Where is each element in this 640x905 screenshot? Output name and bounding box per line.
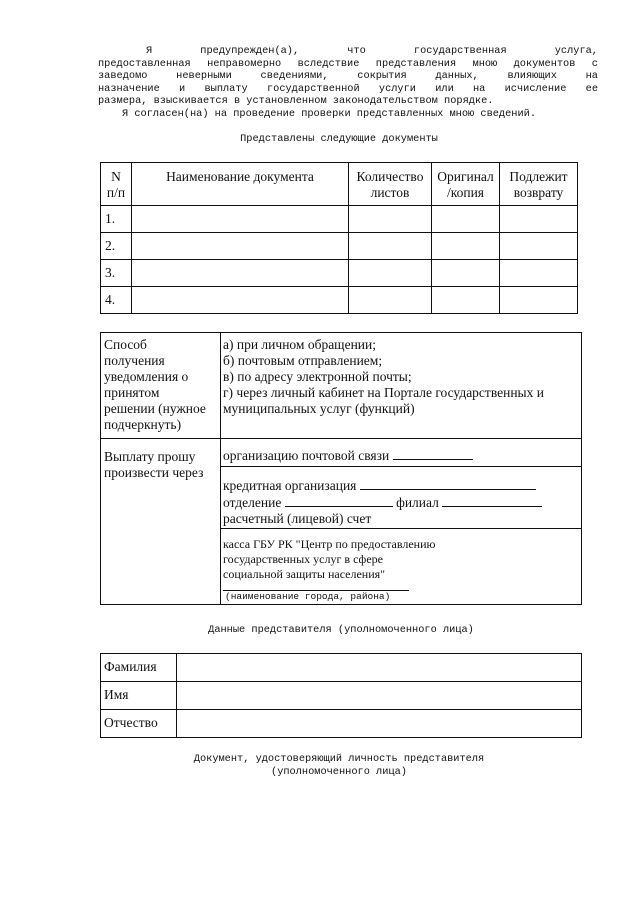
doc-return-cell[interactable] bbox=[500, 287, 578, 314]
doc-return-cell[interactable] bbox=[500, 233, 578, 260]
warning-line-4: назначение и выплату государственной услуги или на исчисление ее bbox=[98, 82, 598, 95]
doc-count-cell[interactable] bbox=[349, 287, 432, 314]
col-num-line2: п/п bbox=[106, 185, 126, 200]
name-field[interactable] bbox=[177, 682, 582, 710]
payment-label-cell bbox=[101, 439, 221, 605]
warning-line-3: заведомо неверными сведениями, сокрытия данных, влияющих на bbox=[98, 70, 598, 82]
kassa-line: государственных услуг в сфере bbox=[223, 552, 383, 566]
warning-line-2: предоставленная неправомерно вследствие представления мною документов с bbox=[98, 57, 598, 70]
warning-line-1: Я предупрежден(а), что государственная услуга, bbox=[146, 45, 598, 57]
notify-payment-table bbox=[100, 332, 582, 605]
col-count-line1: Количество bbox=[356, 169, 424, 184]
consent-line: Я согласен(на) на проведение проверки представленных мною сведений. bbox=[122, 107, 537, 120]
table-row bbox=[101, 682, 582, 710]
city-blank[interactable] bbox=[223, 582, 409, 591]
id-doc-heading-line: (уполномоченного лица) bbox=[271, 765, 407, 778]
documents-table-header bbox=[101, 163, 578, 206]
notify-label-line: подчеркнуть) bbox=[104, 417, 182, 432]
warning-line-5: размера, взыскивается в установленном законодательством порядке. bbox=[98, 95, 494, 107]
table-row bbox=[101, 260, 578, 287]
doc-orig-cell[interactable] bbox=[432, 287, 500, 314]
patronymic-label: Отчество bbox=[101, 710, 177, 738]
col-orig-line2: /копия bbox=[446, 185, 485, 200]
surname-label: Фамилия bbox=[101, 654, 177, 682]
col-ret-line1: Подлежит bbox=[509, 169, 568, 184]
table-row bbox=[101, 654, 582, 682]
branch-label: отделение bbox=[223, 495, 282, 510]
docs-heading: Представлены следующие документы bbox=[240, 133, 438, 145]
doc-count-cell[interactable] bbox=[349, 233, 432, 260]
payment-post-row bbox=[101, 439, 582, 467]
documents-table bbox=[100, 162, 578, 314]
doc-name-cell[interactable] bbox=[132, 206, 349, 233]
row-number: 3. bbox=[101, 260, 132, 287]
col-name-header bbox=[132, 163, 349, 206]
notify-option-personal[interactable]: а) при личном обращении; bbox=[223, 337, 376, 352]
id-doc-heading-line: Документ, удостоверяющий личность представителя bbox=[193, 753, 485, 765]
id-doc-heading bbox=[100, 753, 578, 778]
branch-blank[interactable] bbox=[285, 494, 393, 507]
col-count-header bbox=[349, 163, 432, 206]
table-row bbox=[101, 287, 578, 314]
payment-kassa-cell bbox=[221, 529, 582, 605]
notify-label-line: Способ bbox=[104, 337, 147, 352]
col-ret-header bbox=[500, 163, 578, 206]
col-count-line2: листов bbox=[370, 185, 410, 200]
col-ret-line2: возврату bbox=[513, 185, 564, 200]
notify-label-cell bbox=[101, 333, 221, 439]
payment-label-line: произвести через bbox=[104, 465, 204, 480]
doc-count-cell[interactable] bbox=[349, 206, 432, 233]
doc-orig-cell[interactable] bbox=[432, 206, 500, 233]
representative-table bbox=[100, 653, 582, 738]
payment-post-label: организацию почтовой связи bbox=[223, 448, 390, 463]
patronymic-field[interactable] bbox=[177, 710, 582, 738]
table-row bbox=[101, 710, 582, 738]
filial-label: филиал bbox=[396, 495, 439, 510]
notify-label-line: решении (нужное bbox=[104, 401, 206, 416]
notify-label-line: получения bbox=[104, 353, 165, 368]
doc-name-cell[interactable] bbox=[132, 233, 349, 260]
table-row bbox=[101, 233, 578, 260]
filial-blank[interactable] bbox=[442, 494, 542, 507]
col-num-header bbox=[101, 163, 132, 206]
notify-options-cell bbox=[221, 333, 582, 439]
col-orig-line1: Оригинал bbox=[437, 169, 494, 184]
col-name-label: Наименование документа bbox=[166, 169, 314, 184]
account-label: расчетный (лицевой) счет bbox=[223, 511, 372, 526]
city-hint: (наименование города, района) bbox=[225, 591, 391, 602]
name-label: Имя bbox=[101, 682, 177, 710]
doc-name-cell[interactable] bbox=[132, 260, 349, 287]
notify-label-line: уведомления о bbox=[104, 369, 189, 384]
rep-heading: Данные представителя (уполномоченного лица) bbox=[208, 624, 474, 636]
notify-row bbox=[101, 333, 582, 439]
kassa-line: касса ГБУ РК "Центр по предоставлению bbox=[223, 537, 436, 551]
row-number: 1. bbox=[101, 206, 132, 233]
col-orig-header bbox=[432, 163, 500, 206]
credit-org-blank[interactable] bbox=[360, 477, 536, 490]
notify-option-portal[interactable]: г) через личный кабинет на Портале государственных и bbox=[223, 385, 544, 400]
doc-orig-cell[interactable] bbox=[432, 233, 500, 260]
payment-bank-cell bbox=[221, 467, 582, 529]
notify-option-portal-cont: муниципальных услуг (функций) bbox=[223, 401, 415, 416]
surname-field[interactable] bbox=[177, 654, 582, 682]
doc-return-cell[interactable] bbox=[500, 260, 578, 287]
doc-return-cell[interactable] bbox=[500, 206, 578, 233]
doc-count-cell[interactable] bbox=[349, 260, 432, 287]
doc-name-cell[interactable] bbox=[132, 287, 349, 314]
row-number: 4. bbox=[101, 287, 132, 314]
doc-orig-cell[interactable] bbox=[432, 260, 500, 287]
credit-org-label: кредитная организация bbox=[223, 478, 357, 493]
warning-paragraph bbox=[98, 45, 598, 120]
notify-label-line: принятом bbox=[104, 385, 160, 400]
payment-post-blank[interactable] bbox=[393, 447, 473, 460]
kassa-line: социальной защиты населения" bbox=[223, 567, 386, 581]
table-row bbox=[101, 206, 578, 233]
kassa-text bbox=[223, 537, 581, 582]
payment-label-line: Выплату прошу bbox=[104, 449, 196, 464]
col-num-line1: N bbox=[111, 169, 121, 184]
payment-post-cell bbox=[221, 439, 582, 467]
notify-option-email[interactable]: в) по адресу электронной почты; bbox=[223, 369, 412, 384]
row-number: 2. bbox=[101, 233, 132, 260]
notify-option-mail[interactable]: б) почтовым отправлением; bbox=[223, 353, 383, 368]
